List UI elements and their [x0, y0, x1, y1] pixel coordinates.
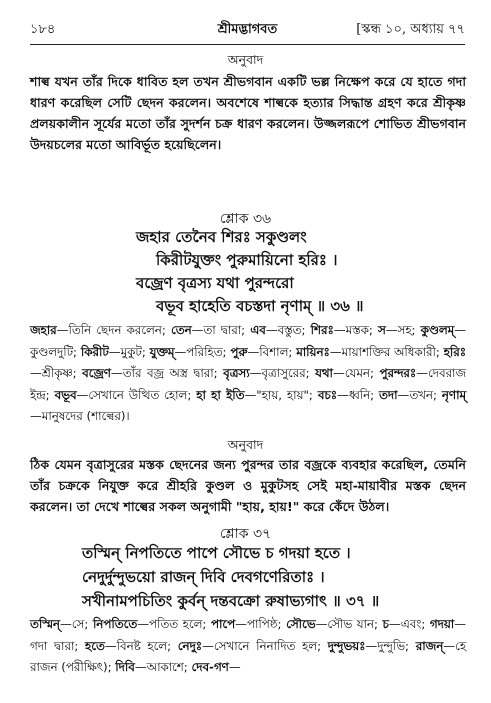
- translation-paragraph: শাল্ব যখন তাঁর দিকে ধাবিত হল তখন শ্রীভগবান একটি ভল্ল নিক্ষেপ করে যে হাতে গদা ধারণ করেছিল সেটি ছেদন করলেন। অবশেষে শাল্বকে হত্যার সিদ্ধান্ত গ্রহণ করে শ্রীকৃষ্ণ প্রলয়কালীন সূর্যের মতো তাঁর সুদর্শন চক্র ধারণ করলেন। উজ্জলরূপে শোভিত শ্রীভগবান উদয়চলের মতো আবির্ভূত হয়েছিলেন।: [30, 74, 466, 152]
- gloss-meaning: দেবরাজ ইন্দ্র;: [30, 366, 467, 402]
- gloss-word: কুণ্ডলম্‌: [420, 323, 455, 337]
- chapter-reference: [স্কন্ধ ১০, অধ্যায় ৭৭: [356, 22, 465, 37]
- gloss-meaning: মায়াশক্তির অধিকারী;: [341, 344, 440, 359]
- gloss-word: সৌভে: [286, 617, 316, 631]
- verse-line: নেদুর্দুন্দুভয়ো রাজন্‌ দিবি দেবগণেরিতাঃ ।: [82, 568, 325, 586]
- gloss-word: দিবি: [115, 660, 135, 674]
- gloss-meaning: গদা দ্বারা;: [30, 638, 79, 653]
- gloss-meaning: পতিত হলে;: [148, 617, 207, 631]
- gloss-meaning: পরিহিত;: [186, 344, 227, 359]
- gloss-meaning: "হায়, হায়";: [256, 387, 313, 402]
- gloss-meaning: সে;: [71, 617, 89, 631]
- gloss-meaning: কুণ্ডলদুটি;: [30, 344, 78, 359]
- gloss-meaning: যেমন;: [344, 366, 374, 380]
- page-header: [30, 20, 465, 38]
- verse-line: বজ্রেণ বৃত্রস্য যথা পুরন্দরো: [136, 274, 294, 292]
- gloss-word: মায়িনঃ: [296, 344, 330, 359]
- gloss-meaning: এবং;: [400, 617, 426, 631]
- gloss-word: জহার: [30, 323, 57, 337]
- translation-heading: অনুবাদ: [227, 437, 264, 452]
- gloss-meaning: সহ;: [397, 323, 416, 337]
- gloss-meaning: দুন্দুভি;: [377, 638, 410, 653]
- gloss-word: তস্মিন্‌: [30, 617, 60, 631]
- gloss-word: বজ্রেণ: [82, 366, 111, 380]
- word-meanings: জহার—তিনি ছেদন করলেন; তেন—তা দ্বারা; এব—বস্তুত; শিরঃ—মস্তক; স—সহ; কুণ্ডলম্‌—কুণ্ডলদুটি; কিরীট—মুকুট; যুক্তম্‌—পরিহিত; পুরু—বিশাল; মায়িনঃ—মায়াশক্তির অধিকারী; হরিঃ—শ্রীকৃষ্ণ; বজ্রেণ—তাঁর বজ্র অস্ত্র দ্বারা; বৃত্রস্য—বৃত্রাসুরের; যথা—যেমন; পুরন্দরঃ—দেবরাজ ইন্দ্র; বভূব—সেখানে উত্থিত হোল; হা হা ইতি—"হায়, হায়"; বচঃ—ধ্বনি; তদা—তখন; নৃণাম্‌—মানুষদের (শাল্বের)।: [30, 323, 467, 423]
- gloss-word: পাপে: [210, 617, 236, 631]
- translation-heading: অনুবাদ: [227, 52, 264, 67]
- gloss-word: নৃণাম্‌: [441, 387, 467, 402]
- page-number: ১৮৪: [30, 22, 56, 37]
- gloss-word: দুন্দুভয়ঃ: [327, 638, 366, 653]
- gloss-word: নিপতিতে: [92, 617, 138, 631]
- gloss-meaning: তখন;: [409, 387, 437, 402]
- gloss-meaning: তাঁর বজ্র অস্ত্র দ্বারা;: [122, 366, 218, 380]
- gloss-word: তেন: [170, 323, 192, 337]
- gloss-meaning: সেখানে নিনাদিত হল;: [213, 638, 322, 653]
- gloss-meaning: তিনি ছেদন করলেন;: [68, 323, 166, 337]
- gloss-word: স: [377, 323, 386, 337]
- gloss-word: বৃত্রস্য: [223, 366, 250, 380]
- gloss-meaning: ধ্বনি;: [348, 387, 375, 402]
- gloss-word: কিরীট: [80, 344, 109, 359]
- verse-line: সখীনামপচিতিং কুর্বন্‌ দন্তবক্রো রুষাভ্যগাৎ ॥ ৩৭ ॥: [82, 592, 380, 610]
- header-rule: [30, 44, 465, 45]
- gloss-meaning: মানুষদের (শাল্বের)।: [41, 409, 130, 423]
- gloss-word: যুক্তম্‌: [149, 344, 175, 359]
- gloss-word: রাজন্‌: [415, 638, 444, 653]
- verse-line: জহার তেনৈব শিরঃ সকুণ্ডলং: [136, 228, 307, 246]
- gloss-meaning: শ্রীকৃষ্ণ;: [41, 366, 77, 380]
- gloss-word: বভূব: [54, 387, 77, 402]
- gloss-word: হরিঃ: [443, 344, 467, 359]
- gloss-meaning: সৌভ যান;: [327, 617, 378, 631]
- gloss-meaning: বস্তুত;: [277, 323, 306, 337]
- gloss-word: শিরঃ: [310, 323, 334, 337]
- gloss-meaning: হে রাজন (পরীক্ষিৎ);: [30, 638, 467, 674]
- verse-line: তস্মিন্‌ নিপতিতে পাপে সৌভে চ গদয়া হতে ।: [82, 544, 351, 562]
- gloss-word: হা হা ইতি: [196, 387, 245, 402]
- verse-heading: শ্লোক ৩৭: [219, 526, 272, 542]
- verse-line: কিরীটযুক্তং পুরুমায়িনো হরিঃ ।: [156, 251, 338, 269]
- gloss-meaning: আকাশে;: [146, 660, 188, 674]
- gloss-meaning: তা দ্বারা;: [203, 323, 246, 337]
- gloss-meaning: মুকুট;: [120, 344, 146, 359]
- gloss-meaning: সেখানে উত্থিত হোল;: [88, 387, 192, 402]
- gloss-meaning: পাপিষ্ঠ;: [246, 617, 282, 631]
- gloss-meaning: মস্তক;: [345, 323, 373, 337]
- verse-heading: শ্লোক ৩৬: [219, 211, 272, 227]
- translation-paragraph: ঠিক যেমন বৃত্রাসুরের মস্তক ছেদনের জন্য পুরন্দর তার বজ্রকে ব্যবহার করেছিল, তেমনি তাঁর চক্রকে নিযুক্ত করে শ্রীহরি কুণ্ডল ও মুকুটসহ সেই মহা-মায়াবীর মস্তক ছেদন করলেন। তা দেখে শাল্বের সকল অনুগামী "হায়, হায়!" করে কেঁদে উঠল।: [30, 457, 466, 514]
- gloss-word: বচঃ: [317, 387, 338, 402]
- gloss-meaning: বিনষ্ট হলে;: [116, 638, 172, 653]
- gloss-word: পুরন্দরঃ: [379, 366, 417, 380]
- gloss-word: এব: [250, 323, 266, 337]
- gloss-word: চ: [382, 617, 389, 631]
- gloss-word: দেব-গণ: [191, 660, 229, 674]
- gloss-meaning: বিশাল;: [259, 344, 293, 359]
- verse-line: বভূব হাহেতি বচস্তদা নৃণাম্‌ ॥ ৩৬ ॥: [156, 297, 364, 315]
- gloss-meaning: বৃত্রাসুরের;: [261, 366, 310, 380]
- gloss-word: হতে: [85, 638, 105, 653]
- book-title: শ্রীমদ্ভাগবত: [217, 22, 278, 37]
- gloss-word: নেদুঃ: [177, 638, 203, 653]
- gloss-word: পুরু: [230, 344, 248, 359]
- gloss-word: গদয়া: [429, 617, 455, 631]
- gloss-word: তদা: [379, 387, 398, 402]
- word-meanings: তস্মিন্‌—সে; নিপতিতে—পতিত হলে; পাপে—পাপিষ্ঠ; সৌভে—সৌভ যান; চ—এবং; গদয়া—গদা দ্বারা; হতে—বিনষ্ট হলে; নেদুঃ—সেখানে নিনাদিত হল; দুন্দুভয়ঃ—দুন্দুভি; রাজন্‌—হে রাজন (পরীক্ষিৎ); দিবি—আকাশে; দেব-গণ—: [30, 617, 467, 674]
- gloss-word: যথা: [315, 366, 333, 380]
